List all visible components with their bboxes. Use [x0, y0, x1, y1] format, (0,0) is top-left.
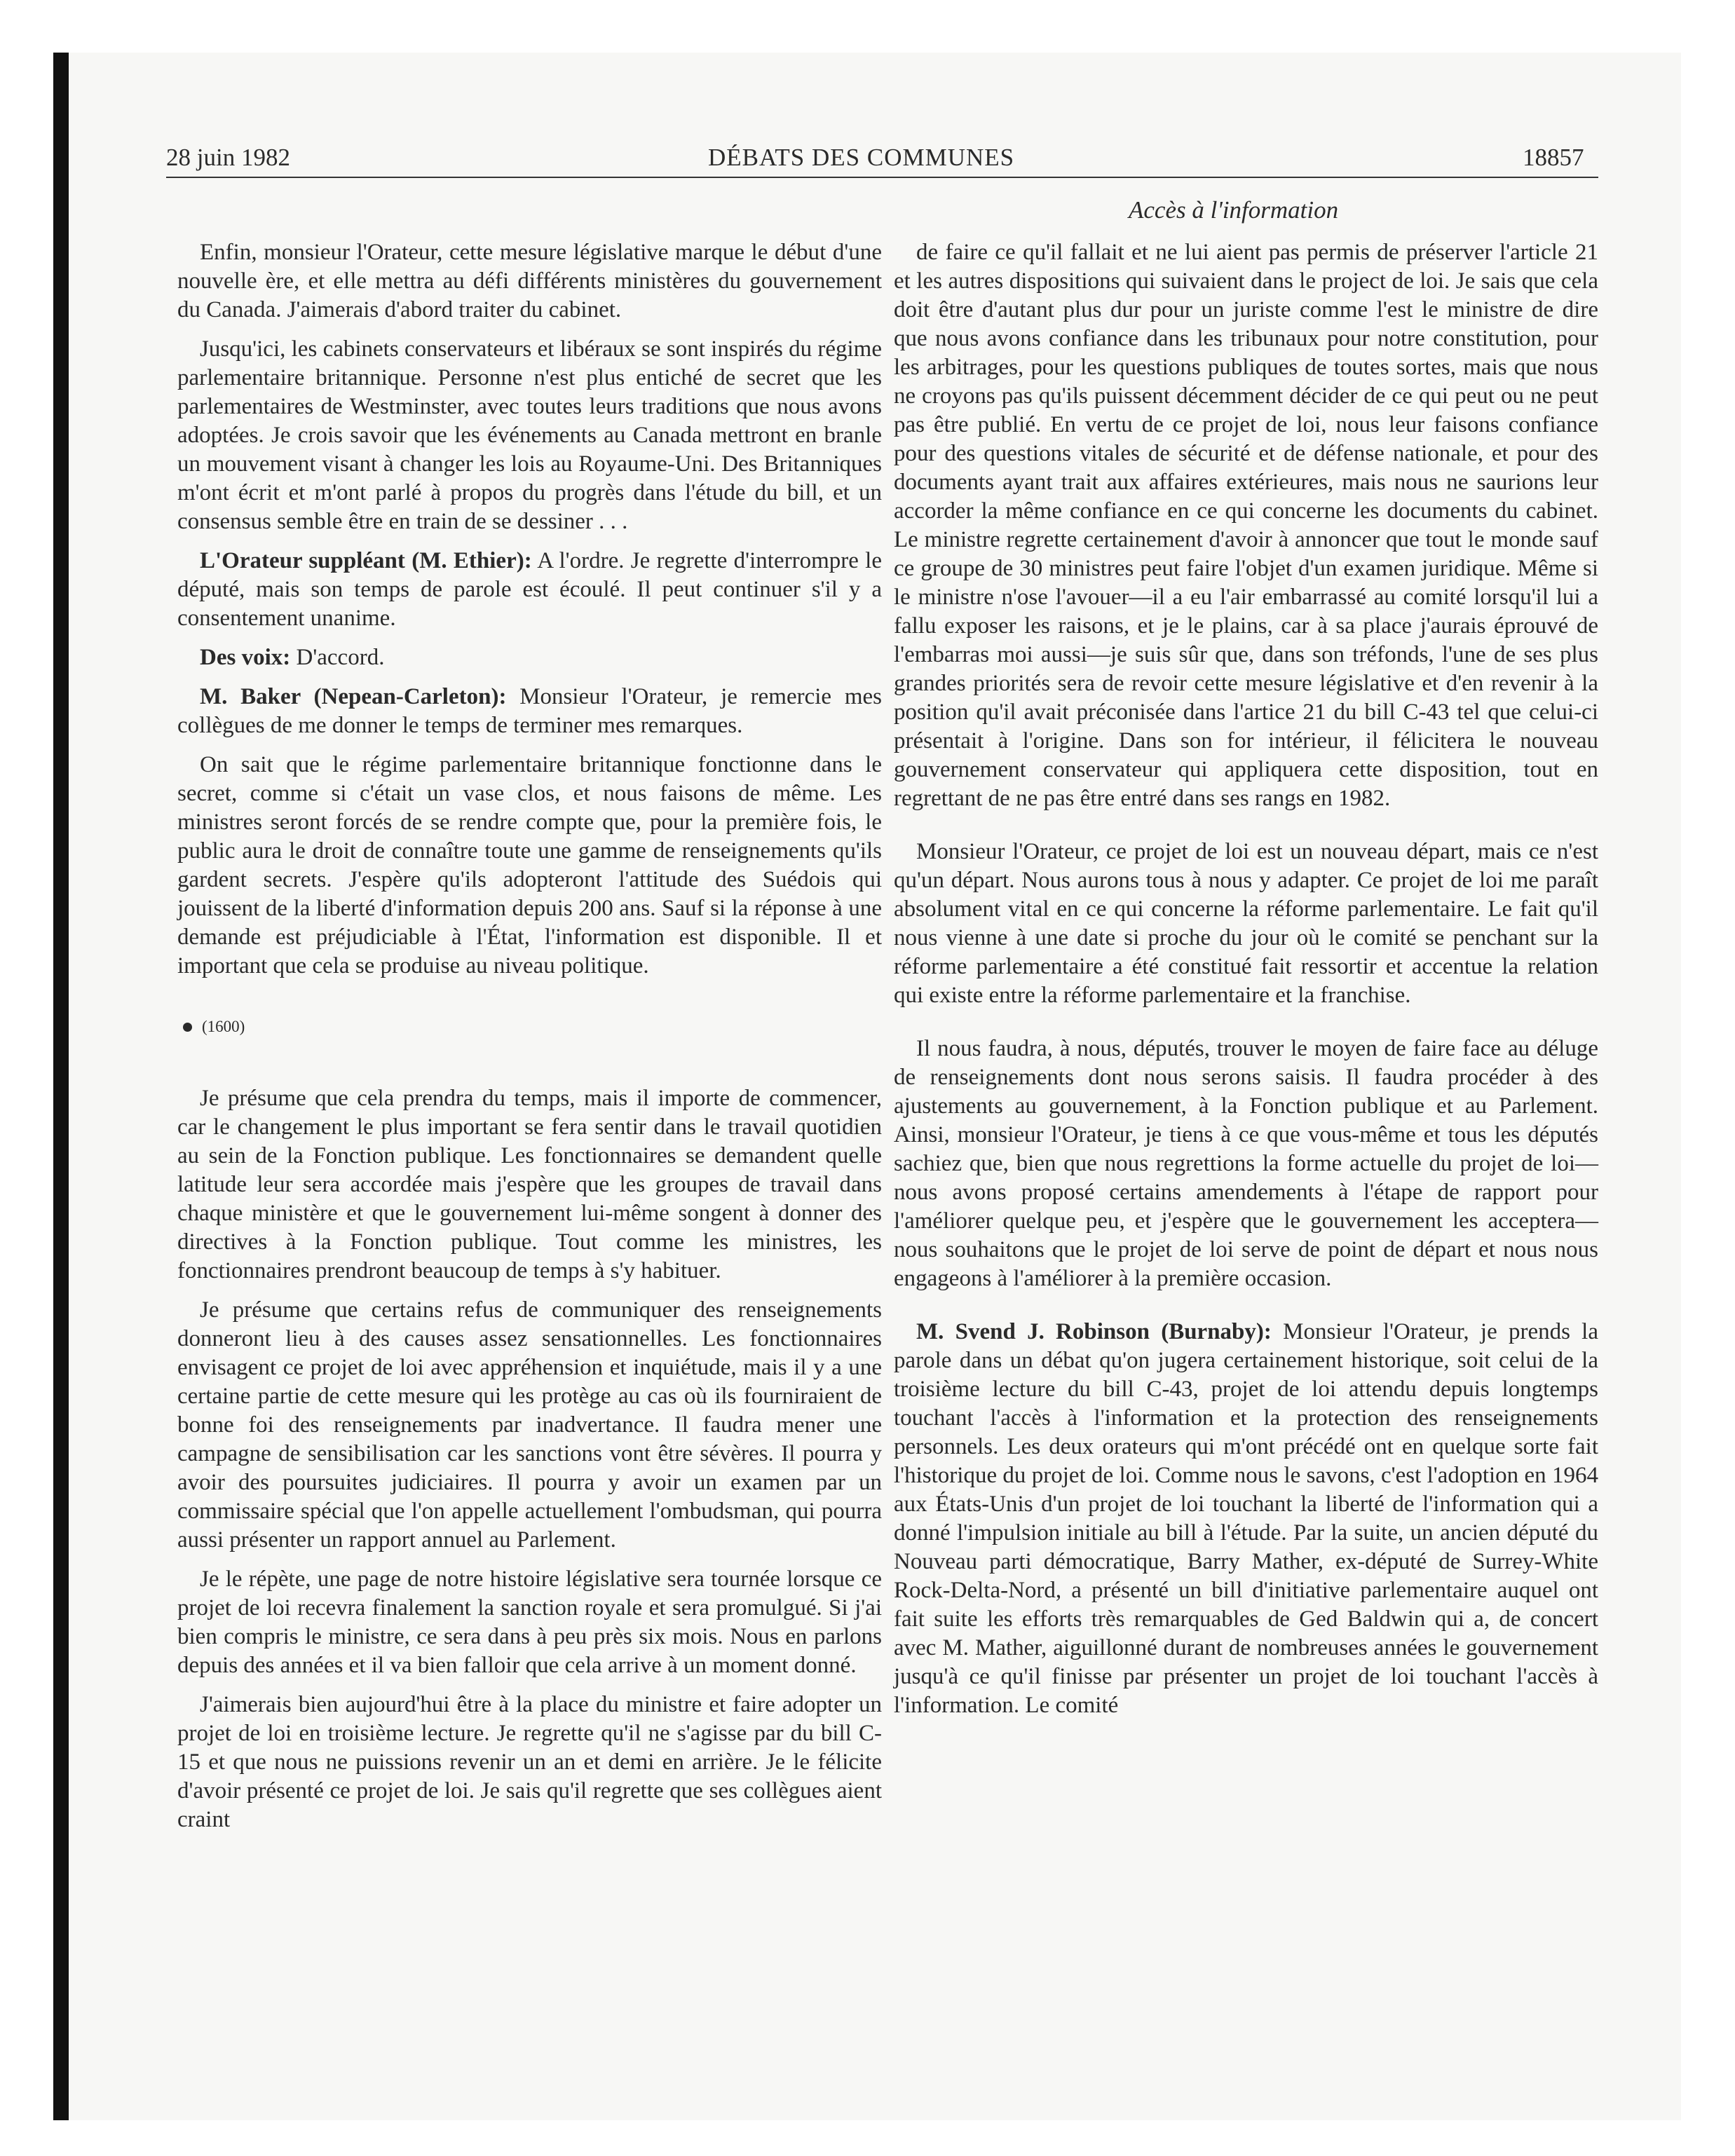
- paragraph: Enfin, monsieur l'Orateur, cette mesure législative marque le début d'une nouvelle ère, et elle mettra au défi différents ministères du gouvernement du Canada. J'aimerais d'abord traiter du cabinet.: [177, 240, 882, 322]
- header-page-number: 18857: [1523, 144, 1584, 171]
- paragraph: [177, 643, 882, 672]
- time-marker: [177, 1012, 882, 1041]
- speaker-name: M. Baker (Nepean-Carleton):: [200, 684, 507, 709]
- scan-margin: [0, 0, 55, 2156]
- header-date: 28 juin 1982: [166, 144, 290, 171]
- header-title: DÉBATS DES COMMUNES: [708, 144, 1015, 171]
- speaker-name: L'Orateur suppléant (M. Ethier):: [200, 548, 532, 573]
- paragraph: Jusqu'ici, les cabinets conservateurs et libéraux se sont inspirés du régime parlementaire britannique. Personne n'est plus entiché de secret que les parlementaires de Westminster, avec toutes leurs traditions que nous avons adoptées. Je crois savoir que les événements au Canada mettront en branle un mouvement visant à changer les lois au Royaume-Uni. Des Britanniques m'ont écrit et m'ont parlé à propos du progrès dans l'étude du bill, et un consensus semble être en train de se dessiner . . .: [177, 336, 882, 534]
- bullet-icon: [183, 1023, 192, 1032]
- speech-text: Monsieur l'Orateur, je prends la parole dans un débat qu'on jugera certainement historique, soit celui de la troisième lecture du bill C-43, projet de loi attendu depuis longtemps touchant l'accès à l'information et la protection des renseignements personnels. Les deux orateurs qui m'ont précédé ont en quelque sorte fait l'historique du projet de loi. Comme nous le savons, c'est l'adoption en 1964 aux États-Unis d'un projet de loi touchant la liberté de l'information qui a donné l'impulsion initiale au bill à l'étude. Par la suite, un ancien député du Nouveau parti démocratique, Barry Mather, ex-député de Surrey-White Rock-Delta-Nord, a présenté un bill d'initiative parlementaire auquel ont fait suite les efforts très remarquables de Ged Baldwin qui a, de concert avec M. Mather, aiguillonné durant de nombreuses années le gouvernement jusqu'à ce qu'il finisse par présenter un projet de loi touchant l'accès à l'information. Le comité: [894, 1319, 1598, 1718]
- paragraph: Je présume que certains refus de communiquer des renseignements donneront lieu à des causes assez sensationnelles. Les fonctionnaires envisagent ce projet de loi avec appréhension et inquiétude, mais il y a une certaine partie de cette mesure qui les protège au cas où ils fourniraient de bonne foi des renseignements par inadvertance. Il faudra mener une campagne de sensibilisation car les sanctions vont être sévères. Il pourra y avoir des poursuites judiciaires. Il pourra y avoir un examen par un commissaire spécial que l'on appelle actuellement l'ombudsman, qui pourra aussi présenter un rapport annuel au Parlement.: [177, 1297, 882, 1553]
- paragraph: de faire ce qu'il fallait et ne lui aient pas permis de préserver l'article 21 et les autres dispositions qui suivaient dans le project de loi. Je sais que cela doit être d'autant plus dur pour un juriste comme l'est le ministre de dire que nous avons confiance dans les tribunaux pour notre constitution, pour les arbitrages, pour les questions publiques de toutes sortes, mais que nous ne croyons pas qu'ils puissent décemment décider de ce qui peut ou ne peut pas être publié. En vertu de ce projet de loi, nous leur faisons confiance pour des questions vitales de sécurité et de défense nationale, et pour des documents ayant trait aux affaires extérieures, mais nous ne saurions leur accorder la même confiance en ce qui concerne les documents du cabinet. Le ministre regrette certainement d'avoir à annoncer que tout le monde sauf ce groupe de 30 ministres peut faire l'objet d'un examen juridique. Même si le ministre n'ose l'avouer—il a eu l'air embarrassé au comité lorsqu'il lui a fallu exposer les raisons, et je le plains, car à sa place j'aurais éprouvé de l'embarras moi aussi—je suis sûr que, dans son tréfonds, l'une de ses plus grandes priorités sera de revoir cette mesure législative et d'en revenir à la position qu'il avait préconisée dans l'artice 21 du bill C-43 tel que celui-ci présentait à l'origine. Dans son for intérieur, il félicitera le nouveau gouvernement conservateur qui appliquera cette disposition, tout en regrettant de ne pas être entré dans ses rangs en 1982.: [894, 240, 1598, 811]
- paragraph: [177, 683, 882, 740]
- header-rule: [166, 177, 1598, 178]
- right-column: [894, 238, 1598, 1731]
- speech-text: A l'ordre. Je regrette d'interrompre le député, mais son temps de parole est écoulé. Il peut continuer s'il y a consentement unanime.: [177, 548, 882, 631]
- paragraph: [894, 1318, 1598, 1720]
- left-column: [177, 238, 882, 1845]
- paragraph: [177, 547, 882, 633]
- section-title: Accès à l'information: [1129, 196, 1339, 224]
- scan-binding-edge: [53, 53, 69, 2120]
- speaker-name: M. Svend J. Robinson (Burnaby):: [916, 1319, 1272, 1344]
- speech-text: D'accord.: [290, 645, 385, 670]
- paragraph: Il nous faudra, à nous, députés, trouver le moyen de faire face au déluge de renseignements dont nous serons saisis. Il faudra procéder à des ajustements au gouvernement, à la Fonction publique et au Parlement. Ainsi, monsieur l'Orateur, je tiens à ce que vous-même et tous les députés sachiez que, bien que nous regrettions la forme actuelle du projet de loi—nous avons proposé certains amendements à l'étape de rapport pour l'améliorer quelque peu, et j'espère que le gouvernement les acceptera—nous souhaitons que le projet de loi serve de point de départ et nous nous engageons à l'améliorer à la première occasion.: [894, 1036, 1598, 1291]
- paragraph: On sait que le régime parlementaire britannique fonctionne dans le secret, comme si c'était un vase clos, et nous faisons de même. Les ministres seront forcés de se rendre compte que, pour la première fois, le public aura le droit de connaître toute une gamme de renseignements qu'ils gardent secrets. J'espère qu'ils adopteront l'attitude des Suédois qui jouissent de la liberté d'information depuis 200 ans. Sauf si la réponse à une demande est préjudiciable à l'État, l'information est disponible. Il et important que cela se produise au niveau politique.: [177, 752, 882, 978]
- speaker-name: Des voix:: [200, 645, 291, 670]
- paragraph: J'aimerais bien aujourd'hui être à la place du ministre et faire adopter un projet de loi en troisième lecture. Je regrette qu'il ne s'agisse par du bill C-15 et que nous ne puissions revenir un an et demi en arrière. Je le félicite d'avoir présenté ce projet de loi. Je sais qu'il regrette que ses collègues aient craint: [177, 1692, 882, 1832]
- speech-text: Monsieur l'Orateur, je remercie mes collègues de me donner le temps de terminer mes remarques.: [177, 684, 882, 738]
- paragraph: Je le répète, une page de notre histoire législative sera tournée lorsque ce projet de loi recevra finalement la sanction royale et sera promulgué. Si j'ai bien compris le ministre, ce sera dans à peu près six mois. Nous en parlons depuis des années et il va bien falloir que cela arrive à un moment donné.: [177, 1567, 882, 1678]
- paragraph: Je présume que cela prendra du temps, mais il importe de commencer, car le changement le plus important se fera sentir dans le travail quotidien au sein de la Fonction publique. Les fonctionnaires se demandent quelle latitude leur sera accordée mais j'espère que les groupes de travail dans chaque ministère et que le gouvernement lui-même songent à donner des directives à la Fonction publique. Tout comme les ministres, les fonctionnaires prendront beaucoup de temps à s'y habituer.: [177, 1086, 882, 1283]
- time-marker-label: (1600): [202, 1018, 245, 1035]
- paragraph: Monsieur l'Orateur, ce projet de loi est un nouveau départ, mais ce n'est qu'un départ. Nous aurons tous à nous y adapter. Ce projet de loi me paraît absolument vital en ce qui concerne la réforme parlementaire. Le fait qu'il nous vienne à une date si proche du jour où le comité se penchant sur la réforme parlementaire a été constitué fait ressortir et accentue la relation qui existe entre la réforme parlementaire et la franchise.: [894, 839, 1598, 1008]
